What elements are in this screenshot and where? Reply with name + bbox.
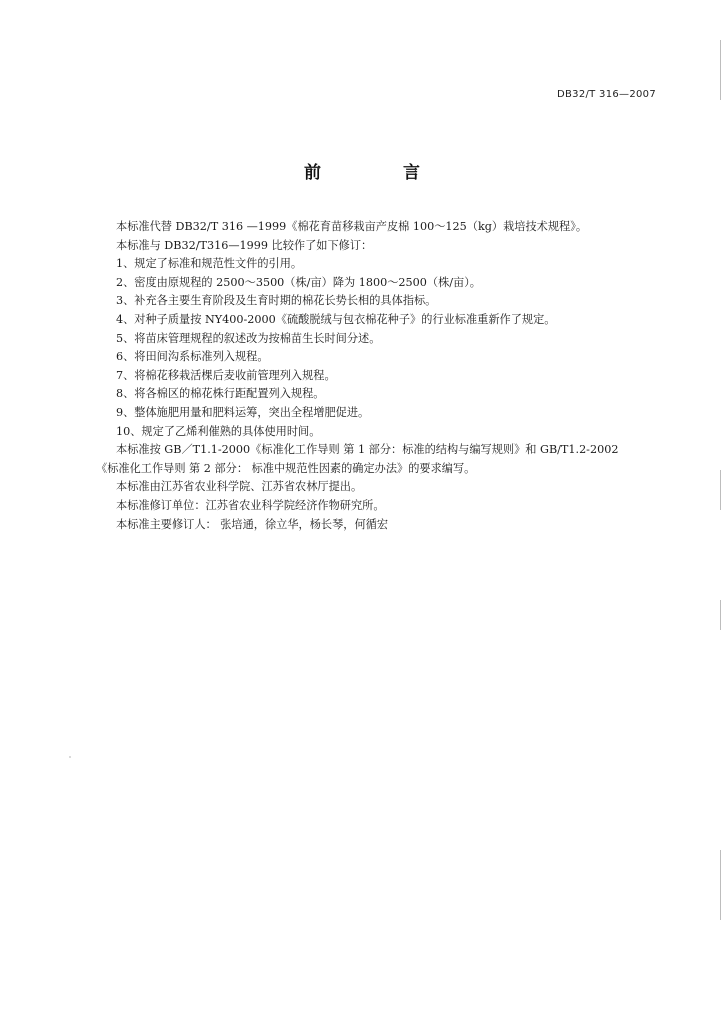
scan-edge-mark — [720, 600, 721, 630]
list-item: 9、整体施肥用量和肥料运筹，突出全程增肥促进。 — [116, 405, 370, 419]
list-item: 8、将各棉区的棉花株行距配置列入规程。 — [116, 387, 325, 401]
paragraph-revising-unit: 本标准修订单位：江苏省农业科学院经济作物研究所。 — [116, 498, 385, 512]
paragraph-revisions-intro: 本标准与 DB32/T316—1999 比较作了如下修订： — [116, 238, 373, 252]
list-item: 5、将苗床管理规程的叙述改为按棉苗生长时间分述。 — [116, 331, 381, 345]
list-item: 2、密度由原规程的 2500～3500（株/亩）降为 1800～2500（株/亩）。 — [116, 275, 481, 289]
paragraph-proposer: 本标准由江苏省农业科学院、江苏省农林厅提出。 — [116, 480, 363, 494]
scan-speck — [69, 756, 71, 758]
paragraph-replaces: 本标准代替 DB32/T 316 —1999《棉花育苗移栽亩产皮棉 100～125（kg）栽培技术规程》。 — [116, 220, 588, 233]
scan-edge-mark — [720, 40, 721, 100]
scan-edge-mark — [720, 470, 721, 510]
list-item: 1、规定了标准和规范性文件的引用。 — [116, 257, 303, 271]
scan-edge-mark — [720, 850, 721, 920]
list-item: 3、补充各主要生育阶段及生育时期的棉花长势长相的具体指标。 — [116, 294, 437, 308]
document-code: DB32/T 316—2007 — [557, 89, 656, 100]
foreword-body — [96, 218, 666, 534]
paragraph-drafting-rules: 本标准按 GB／T1.1-2000《标准化工作导则 第 1 部分：标准的结构与编写规则》和 GB/T1.2-2002 — [116, 443, 619, 457]
list-item: 4、对种子质量按 NY400-2000《硫酸脱绒与包衣棉花种子》的行业标准重新作了规定。 — [116, 312, 556, 326]
section-title: 前 言 — [304, 163, 458, 183]
revision-list — [96, 255, 666, 441]
list-item: 10、规定了乙烯利催熟的具体使用时间。 — [116, 424, 321, 438]
list-item: 7、将棉花移栽活棵后麦收前管理列入规程。 — [116, 368, 336, 382]
list-item: 6、将田间沟系标准列入规程。 — [116, 350, 269, 364]
paragraph-drafting-rules-cont: 《标准化工作导则 第 2 部分： 标准中规范性因素的确定办法》的要求编写。 — [96, 461, 476, 475]
paragraph-revisers: 本标准主要修订人： 张培通，徐立华，杨长琴，何循宏 — [116, 517, 389, 531]
